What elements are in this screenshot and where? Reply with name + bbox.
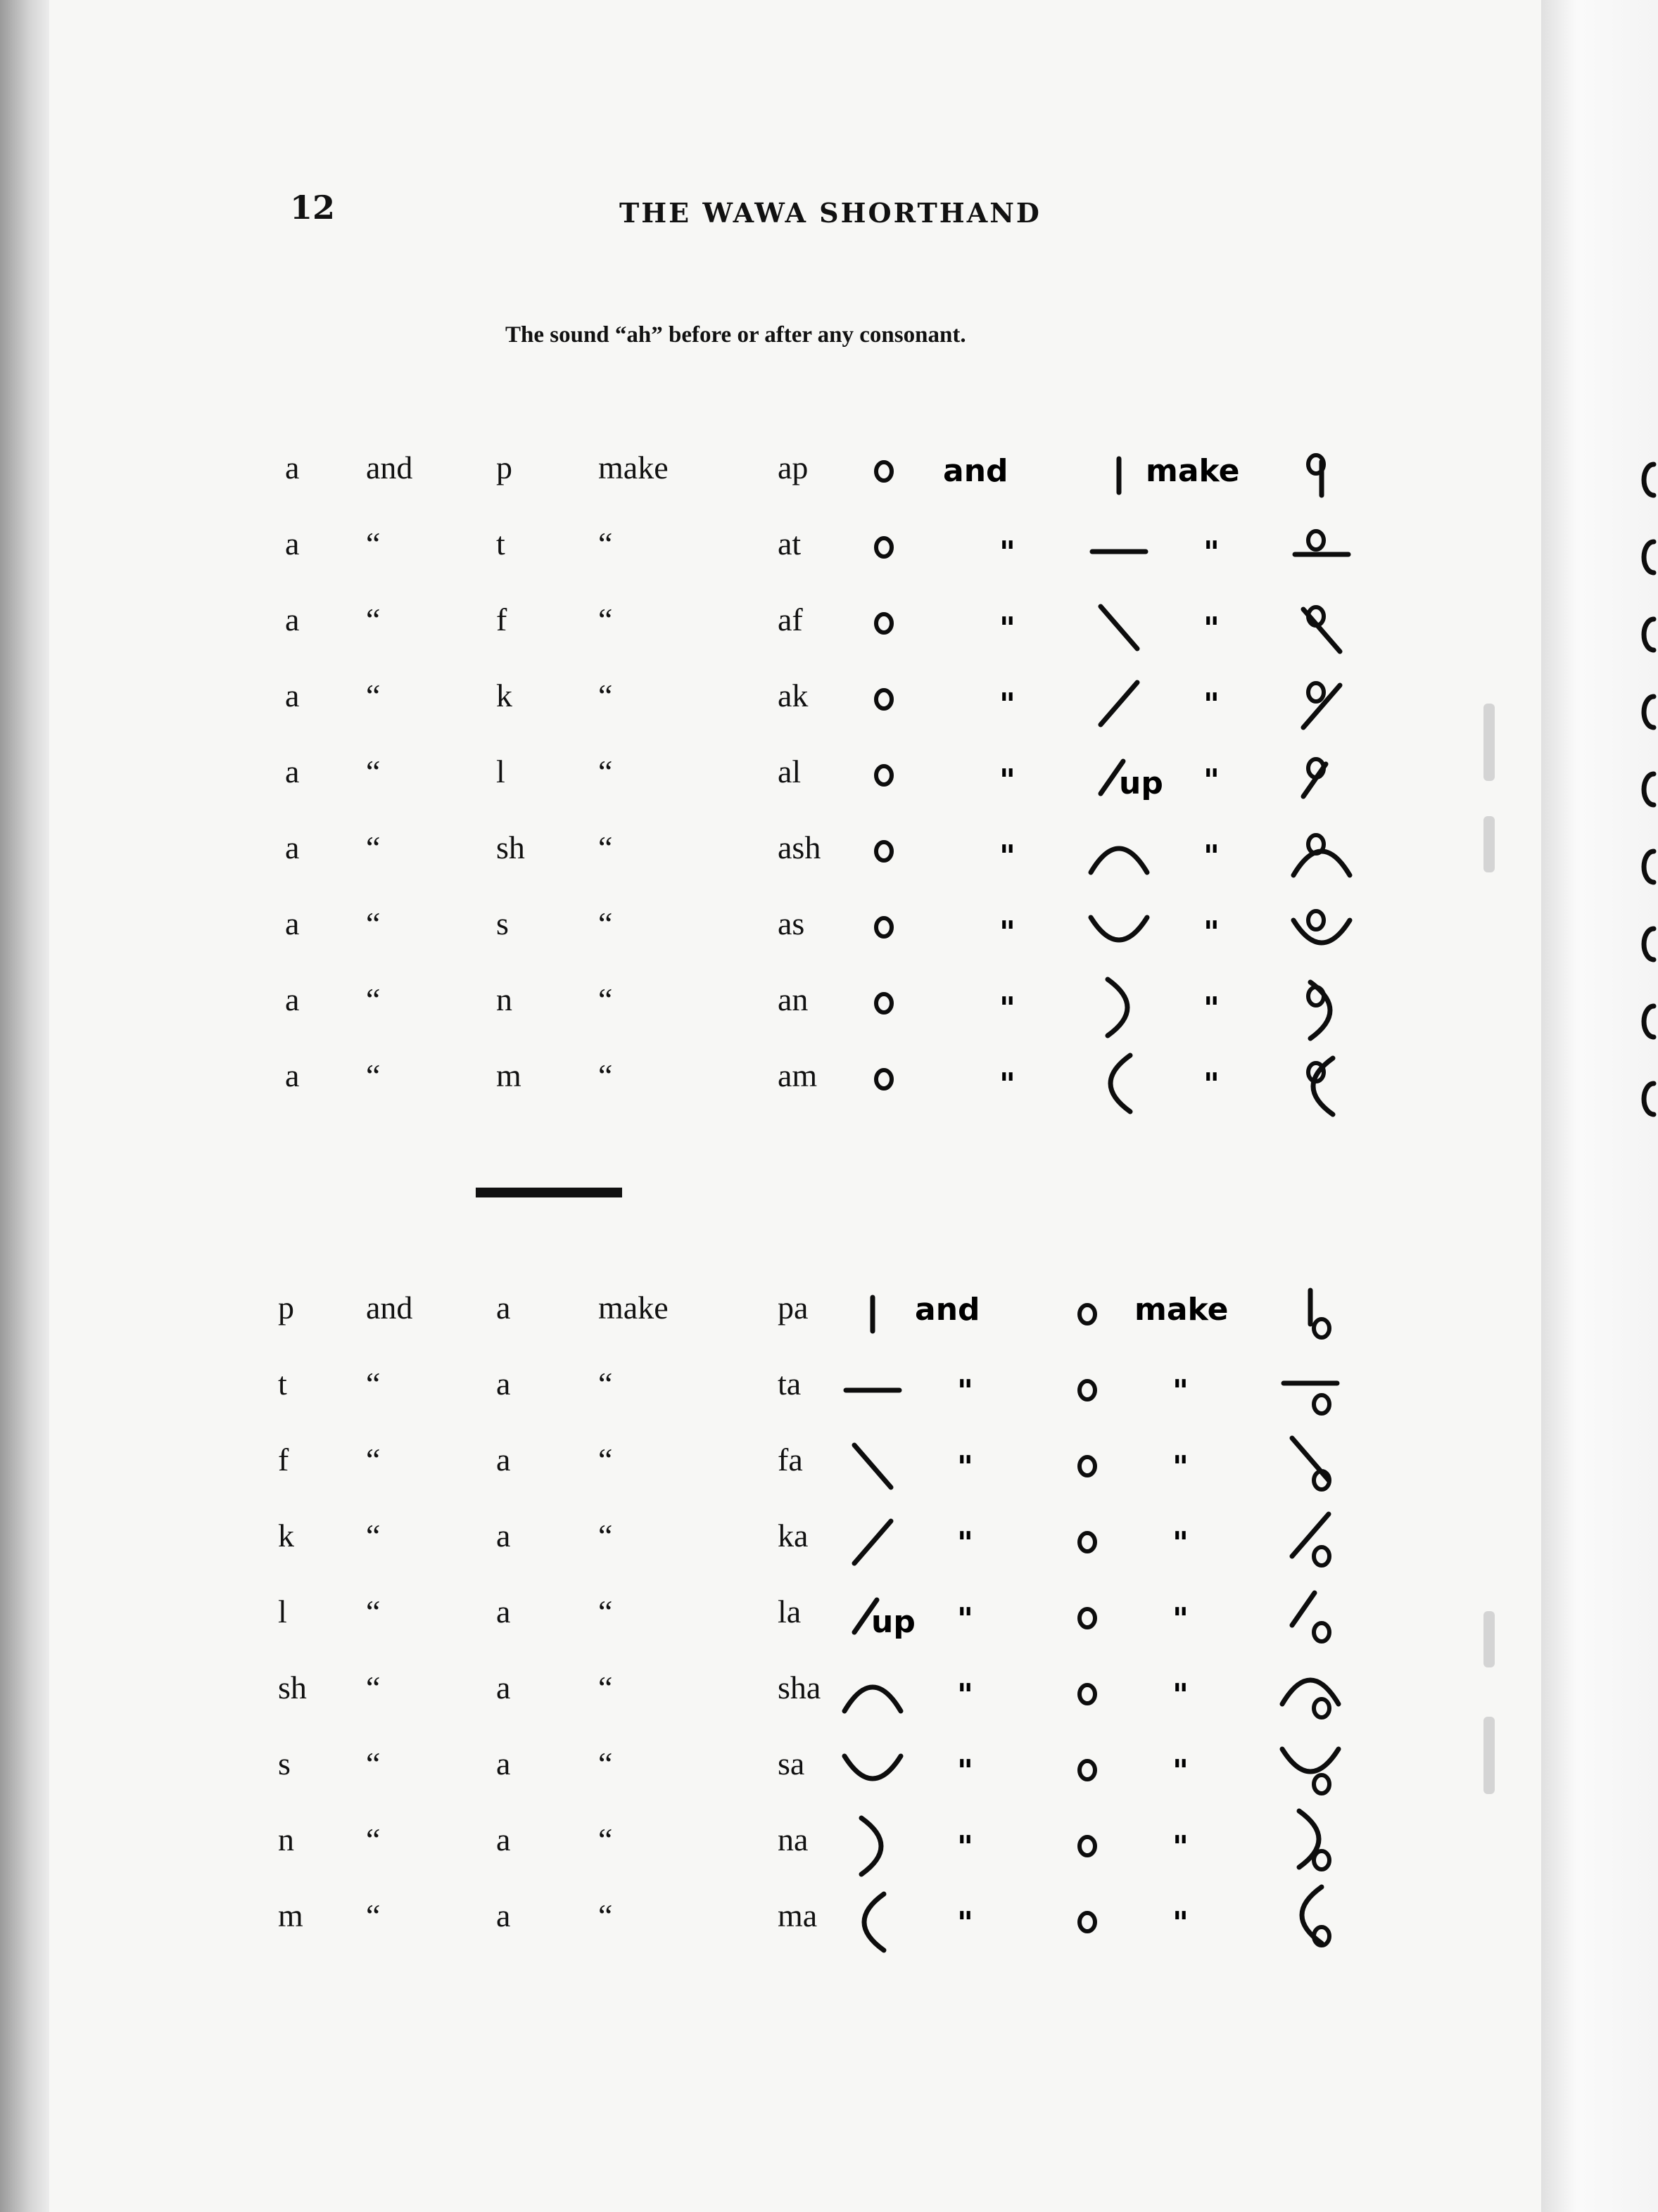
cell-consonant: a <box>496 1822 511 1857</box>
cell-consonant: a <box>496 1746 511 1781</box>
cell-result: sha <box>778 1670 821 1705</box>
cell-vowel: p <box>278 1290 294 1326</box>
combined-stroke-icon <box>1292 1593 1315 1625</box>
cell-consonant: p <box>496 450 512 485</box>
ditto-mark: " <box>957 1677 973 1713</box>
consonant-stroke-icon <box>1091 848 1147 872</box>
ditto-mark: " <box>957 1449 973 1485</box>
cell-result: fa <box>778 1442 803 1477</box>
vowel-circle-icon <box>1080 1609 1095 1627</box>
ditto-mark: " <box>999 915 1015 951</box>
consonant-stroke-icon <box>1110 1055 1130 1112</box>
cell-make: “ <box>598 830 613 865</box>
combined-stroke-icon <box>1282 1680 1339 1704</box>
ditto-mark: " <box>1203 915 1220 951</box>
cell-consonant: k <box>496 678 512 713</box>
ditto-mark: " <box>1203 611 1220 647</box>
combined-stroke-icon <box>1292 1438 1329 1480</box>
cell-vowel: n <box>278 1822 294 1857</box>
cell-result: ka <box>778 1518 809 1553</box>
page-number: 12 <box>290 189 336 227</box>
cell-make: make <box>598 1290 669 1326</box>
cell-and: “ <box>366 678 381 713</box>
ditto-mark: " <box>999 611 1015 647</box>
cell-vowel: l <box>278 1594 287 1629</box>
handwritten-up: up <box>871 1604 916 1640</box>
consonant-stroke-icon <box>854 1521 891 1563</box>
cell-and: “ <box>366 1670 381 1705</box>
edge-curve-icon <box>1644 1006 1654 1037</box>
cell-vowel: sh <box>278 1670 307 1705</box>
cell-make: “ <box>598 678 613 713</box>
cell-make: “ <box>598 526 613 561</box>
cell-result: af <box>778 602 803 637</box>
combined-circle-icon <box>1314 1775 1329 1793</box>
ditto-mark: " <box>1172 1753 1189 1789</box>
cell-result: ap <box>778 450 809 485</box>
vowel-circle-icon <box>876 842 892 860</box>
consonant-stroke-icon <box>1108 979 1127 1036</box>
edge-curve-icon <box>1644 1083 1654 1114</box>
edge-curve-icon <box>1644 542 1654 573</box>
combined-circle-icon <box>1308 683 1324 701</box>
cell-and: “ <box>366 1518 381 1553</box>
cell-vowel: m <box>278 1898 303 1933</box>
cell-and: “ <box>366 1746 381 1781</box>
edge-curve-icon <box>1644 619 1654 650</box>
cell-and: “ <box>366 1898 381 1933</box>
cell-and: and <box>366 450 413 485</box>
ditto-mark: " <box>1172 1525 1189 1561</box>
cell-and: “ <box>366 830 381 865</box>
combined-circle-icon <box>1308 531 1324 549</box>
vowel-circle-icon <box>876 1070 892 1088</box>
cell-vowel: a <box>285 905 300 941</box>
cell-make: “ <box>598 1746 613 1781</box>
cell-vowel: s <box>278 1746 291 1781</box>
vowel-circle-icon <box>1080 1837 1095 1855</box>
consonant-stroke-icon <box>1101 606 1137 649</box>
cell-make: “ <box>598 1057 613 1093</box>
cell-and: “ <box>366 1822 381 1857</box>
combined-circle-icon <box>1314 1699 1329 1717</box>
cell-and: “ <box>366 526 381 561</box>
vowel-circle-icon <box>876 994 892 1012</box>
cell-vowel: a <box>285 678 300 713</box>
cell-vowel: a <box>285 754 300 789</box>
cell-vowel: a <box>285 526 300 561</box>
cell-vowel: a <box>285 602 300 637</box>
cell-consonant: t <box>496 526 505 561</box>
cell-vowel: k <box>278 1518 294 1553</box>
ditto-mark: " <box>1203 991 1220 1026</box>
consonant-stroke-icon <box>1101 682 1137 725</box>
ditto-mark: " <box>1172 1601 1189 1637</box>
cell-vowel: a <box>285 981 300 1017</box>
cell-vowel: a <box>285 450 300 485</box>
vowel-circle-icon <box>876 538 892 557</box>
cell-make: “ <box>598 1822 613 1857</box>
combined-stroke-icon <box>1310 982 1330 1038</box>
combined-circle-icon <box>1314 1623 1329 1641</box>
consonant-stroke-icon <box>864 1894 884 1950</box>
ditto-mark: " <box>957 1753 973 1789</box>
cell-make: make <box>598 450 669 485</box>
ditto-mark: " <box>999 991 1015 1026</box>
vowel-circle-icon <box>1080 1381 1095 1399</box>
ditto-mark: " <box>1203 763 1220 799</box>
cell-consonant: a <box>496 1290 511 1326</box>
edge-curve-icon <box>1644 929 1654 960</box>
cell-make: “ <box>598 1518 613 1553</box>
vowel-circle-icon <box>876 766 892 784</box>
vowel-circle-icon <box>1080 1761 1095 1779</box>
cell-and: “ <box>366 1057 381 1093</box>
ditto-mark: " <box>1203 535 1220 571</box>
cell-and: and <box>366 1290 413 1326</box>
cell-and: “ <box>366 1366 381 1401</box>
cell-result: ma <box>778 1898 818 1933</box>
cell-vowel: a <box>285 830 300 865</box>
ditto-mark: " <box>1172 1905 1189 1941</box>
cell-and: “ <box>366 1442 381 1477</box>
ditto-mark: " <box>999 839 1015 875</box>
vowel-circle-icon <box>1080 1457 1095 1475</box>
cell-consonant: m <box>496 1057 521 1093</box>
cell-consonant: a <box>496 1366 511 1401</box>
cell-make: “ <box>598 754 613 789</box>
cell-result: ash <box>778 830 821 865</box>
combined-stroke-icon <box>1293 851 1350 875</box>
combined-circle-icon <box>1314 1547 1329 1565</box>
combined-stroke-icon <box>1302 1887 1322 1943</box>
cell-consonant: l <box>496 754 505 789</box>
running-head: THE WAWA SHORTHAND <box>619 197 1042 229</box>
cell-consonant: f <box>496 602 507 637</box>
cell-result: al <box>778 754 802 789</box>
cell-consonant: a <box>496 1594 511 1629</box>
cell-result: as <box>778 905 805 941</box>
combined-circle-icon <box>1314 1319 1329 1337</box>
ditto-mark: " <box>957 1905 973 1941</box>
consonant-stroke-icon <box>844 1756 901 1779</box>
combined-stroke-icon <box>1292 1514 1329 1556</box>
cell-make: “ <box>598 981 613 1017</box>
cell-make: “ <box>598 1898 613 1933</box>
cell-make: “ <box>598 905 613 941</box>
vowel-circle-icon <box>876 462 892 481</box>
ditto-mark: " <box>1203 1067 1220 1102</box>
cell-make: “ <box>598 602 613 637</box>
cell-result: la <box>778 1594 802 1629</box>
vowel-circle-icon <box>876 918 892 936</box>
cell-result: an <box>778 981 809 1017</box>
consonant-stroke-icon <box>1091 917 1147 940</box>
ditto-mark: " <box>999 763 1015 799</box>
ditto-mark: " <box>1172 1677 1189 1713</box>
cell-consonant: a <box>496 1898 511 1933</box>
vowel-circle-icon <box>876 690 892 708</box>
vowel-circle-icon <box>1080 1533 1095 1551</box>
edge-curve-icon <box>1644 851 1654 882</box>
cell-result: ta <box>778 1366 802 1401</box>
vowel-circle-icon <box>1080 1913 1095 1931</box>
ditto-mark: " <box>957 1829 973 1865</box>
handwritten-and: and <box>943 453 1008 489</box>
vowel-circle-icon <box>876 614 892 633</box>
cell-consonant: a <box>496 1670 511 1705</box>
ditto-mark: " <box>957 1525 973 1561</box>
cell-and: “ <box>366 981 381 1017</box>
ditto-mark: " <box>1172 1373 1189 1409</box>
cell-result: at <box>778 526 802 561</box>
cell-vowel: t <box>278 1366 287 1401</box>
cell-vowel: a <box>285 1057 300 1093</box>
section-title: The sound “ah” before or after any consonant. <box>505 322 966 348</box>
cell-consonant: a <box>496 1518 511 1553</box>
combined-circle-icon <box>1314 1851 1329 1869</box>
combined-stroke-icon <box>1313 1058 1333 1114</box>
ditto-mark: " <box>999 687 1015 723</box>
handwritten-and: and <box>915 1292 980 1328</box>
cell-consonant: n <box>496 981 512 1017</box>
edge-curve-icon <box>1644 774 1654 805</box>
cell-consonant: sh <box>496 830 525 865</box>
cell-and: “ <box>366 1594 381 1629</box>
consonant-stroke-icon <box>854 1445 891 1487</box>
cell-and: “ <box>366 754 381 789</box>
vowel-circle-icon <box>1080 1685 1095 1703</box>
edge-curve-icon <box>1644 697 1654 727</box>
ditto-mark: " <box>999 535 1015 571</box>
handwritten-make: make <box>1134 1292 1229 1328</box>
ditto-mark: " <box>1172 1449 1189 1485</box>
handwritten-make: make <box>1146 453 1240 489</box>
cell-consonant: s <box>496 905 509 941</box>
cell-result: am <box>778 1057 818 1093</box>
cell-result: pa <box>778 1290 809 1326</box>
cell-vowel: f <box>278 1442 289 1477</box>
combined-stroke-icon <box>1282 1749 1339 1772</box>
consonant-stroke-icon <box>844 1687 901 1711</box>
cell-and: “ <box>366 905 381 941</box>
cell-consonant: a <box>496 1442 511 1477</box>
cell-make: “ <box>598 1366 613 1401</box>
ditto-mark: " <box>957 1601 973 1637</box>
ditto-mark: " <box>1203 687 1220 723</box>
cell-make: “ <box>598 1670 613 1705</box>
cell-result: ak <box>778 678 809 713</box>
ditto-mark: " <box>1172 1829 1189 1865</box>
ditto-mark: " <box>1203 839 1220 875</box>
cell-and: “ <box>366 602 381 637</box>
consonant-stroke-icon <box>861 1818 881 1874</box>
cell-result: na <box>778 1822 809 1857</box>
edge-curve-icon <box>1644 464 1654 495</box>
handwritten-up: up <box>1119 765 1163 801</box>
cell-result: sa <box>778 1746 805 1781</box>
ditto-mark: " <box>957 1373 973 1409</box>
cell-make: “ <box>598 1442 613 1477</box>
combined-circle-icon <box>1308 911 1324 929</box>
vowel-circle-icon <box>1080 1305 1095 1323</box>
combined-circle-icon <box>1314 1395 1329 1413</box>
facing-page-marks <box>1483 464 1654 1794</box>
ditto-mark: " <box>999 1067 1015 1102</box>
cell-make: “ <box>598 1594 613 1629</box>
